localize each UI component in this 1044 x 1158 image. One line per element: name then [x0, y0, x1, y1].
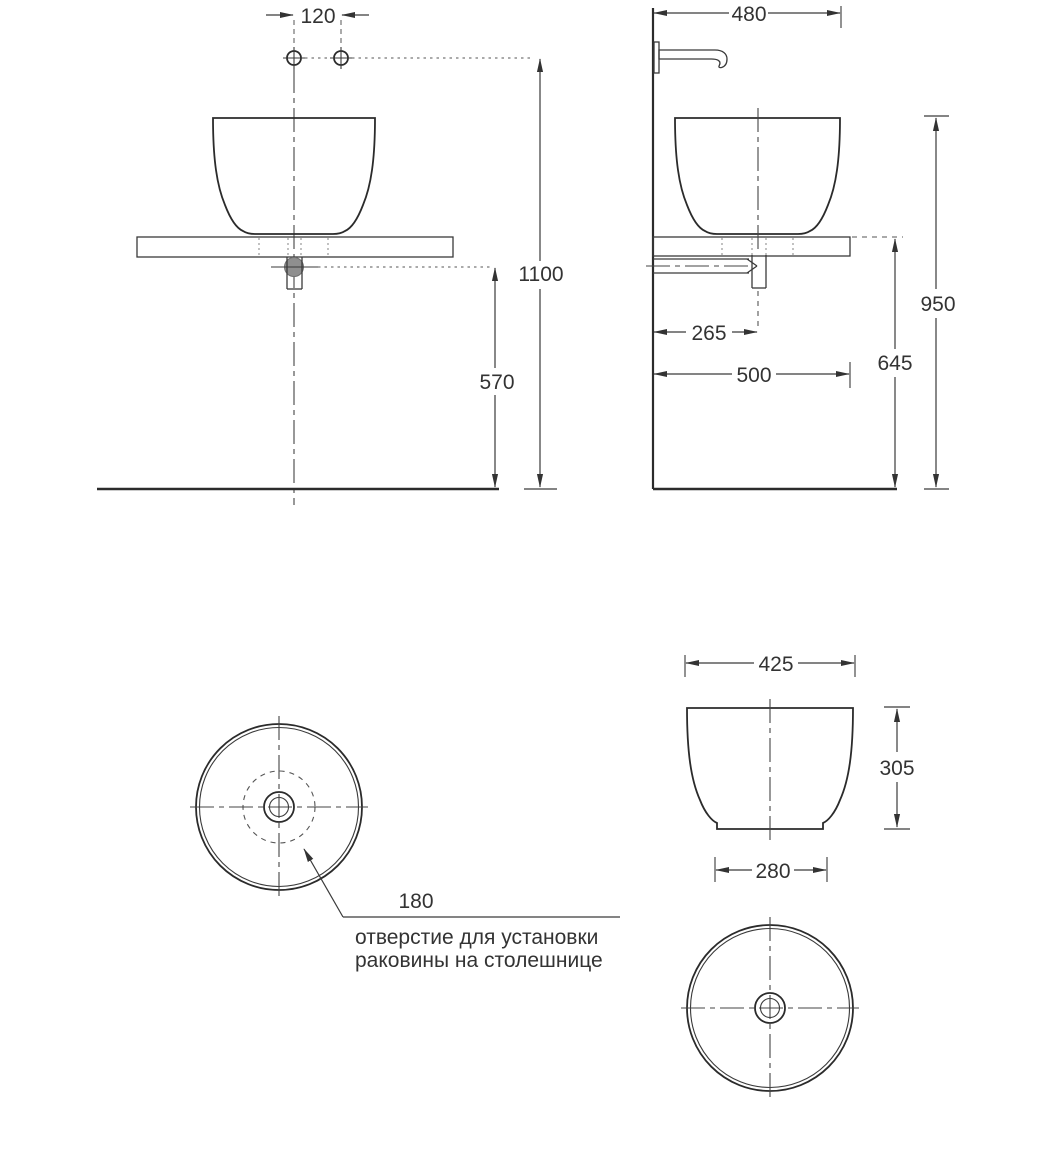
countertop-front [137, 237, 453, 257]
faucet-hole-right [330, 47, 352, 69]
cutout-leader [304, 849, 620, 972]
dim-480-label: 480 [731, 3, 767, 26]
basin-detail-front-view [685, 653, 915, 883]
cutout-note-line2: раковины на столешнице [355, 949, 603, 972]
cutout-note-line1: отверстие для установки [355, 926, 599, 949]
front-view [97, 5, 564, 505]
dim-645-label: 645 [877, 352, 913, 375]
dim-120-label: 120 [300, 5, 336, 28]
dim-countertop-depth [654, 362, 850, 388]
dim-floor-to-drain [479, 268, 514, 487]
dim-305-label: 305 [879, 757, 915, 780]
dim-floor-to-rim [920, 116, 955, 489]
dim-wall-to-front-edge [654, 3, 841, 28]
faucet-spout [654, 42, 727, 73]
dim-1100-label: 1100 [518, 263, 564, 286]
drain-front [271, 257, 491, 289]
dim-wall-to-drain [654, 322, 757, 345]
dim-425-label: 425 [758, 653, 794, 676]
dim-floor-to-countertop [877, 239, 912, 487]
dim-180-label: 180 [398, 890, 434, 913]
side-view [646, 3, 956, 489]
dim-faucet-hole-spacing [266, 5, 369, 28]
faucet-hole-left [283, 47, 305, 69]
basin-detail-top-view [681, 917, 859, 1097]
dim-265-label: 265 [691, 322, 727, 345]
faucet-wall-plate [654, 42, 659, 73]
dim-950-label: 950 [920, 293, 956, 316]
dim-570-label: 570 [479, 371, 515, 394]
dim-basin-height [879, 707, 914, 829]
dim-500-label: 500 [736, 364, 772, 387]
dim-280-label: 280 [755, 860, 791, 883]
dim-basin-top-width [685, 653, 855, 677]
dim-basin-base-width [715, 857, 827, 883]
countertop-side [653, 237, 850, 256]
cutout-top-view [190, 716, 620, 972]
drain-side [646, 255, 766, 288]
dim-floor-to-faucet [518, 59, 563, 489]
